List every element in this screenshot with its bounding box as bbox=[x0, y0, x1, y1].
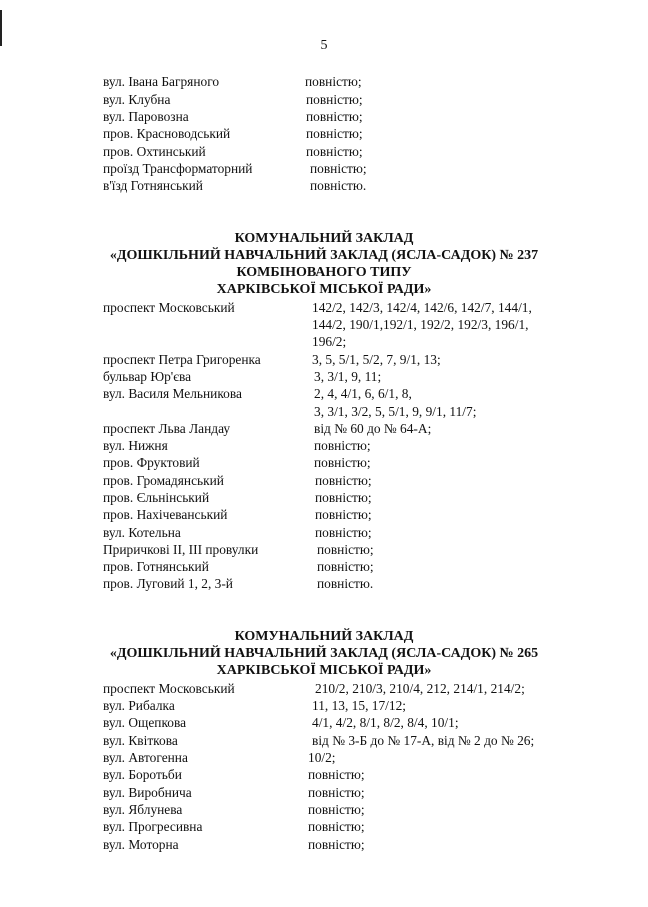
list-item bbox=[0, 473, 648, 490]
street-name: вул. Нижня bbox=[103, 438, 168, 453]
section-title-line: КОМУНАЛЬНИЙ ЗАКЛАД bbox=[234, 231, 414, 246]
street-name: вул. Квіткова bbox=[103, 733, 178, 748]
street-name: вул. Ощепкова bbox=[103, 715, 187, 730]
list-item bbox=[0, 144, 648, 161]
street-coverage: від № 3-Б до № 17-А, від № 2 до № 26; bbox=[312, 733, 535, 748]
list-item bbox=[0, 715, 648, 732]
list-item bbox=[0, 300, 648, 317]
street-name: пров. Луговий 1, 2, 3-й bbox=[103, 576, 233, 591]
street-coverage: повністю; bbox=[315, 490, 372, 505]
street-coverage: повністю; bbox=[317, 542, 374, 557]
street-coverage: повністю. bbox=[317, 576, 374, 591]
street-name: вул. Паровозна bbox=[103, 109, 189, 124]
list-item bbox=[0, 455, 648, 472]
list-item bbox=[0, 178, 648, 195]
list-item bbox=[0, 750, 648, 767]
street-coverage: повністю; bbox=[308, 785, 365, 800]
street-name: Приричкові ІІ, ІІІ провулки bbox=[103, 542, 259, 557]
street-name: в'їзд Готнянський bbox=[103, 178, 203, 193]
list-item bbox=[0, 352, 648, 369]
street-name: вул. Автогенна bbox=[103, 750, 188, 765]
street-name: пров. Красноводський bbox=[103, 126, 231, 141]
list-item bbox=[0, 542, 648, 559]
section-title-line: ХАРКІВСЬКОЇ МІСЬКОЇ РАДИ» bbox=[216, 663, 432, 678]
street-name: пров. Готнянський bbox=[103, 559, 209, 574]
street-coverage: 2, 4, 4/1, 6, 6/1, 8, bbox=[314, 386, 412, 401]
list-item bbox=[0, 317, 648, 334]
street-coverage: повністю; bbox=[306, 92, 363, 107]
street-name: проспект Московський bbox=[103, 300, 235, 315]
street-coverage: 4/1, 4/2, 8/1, 8/2, 8/4, 10/1; bbox=[312, 715, 459, 730]
street-coverage: повністю; bbox=[306, 126, 363, 141]
list-item bbox=[0, 386, 648, 403]
street-name: вул. Боротьби bbox=[103, 767, 182, 782]
street-coverage: 3, 3/1, 3/2, 5, 5/1, 9, 9/1, 11/7; bbox=[314, 404, 477, 419]
list-item bbox=[0, 733, 648, 750]
street-name: пров. Єльнінський bbox=[103, 490, 210, 505]
list-item bbox=[0, 767, 648, 784]
street-name: вул. Івана Багряного bbox=[103, 74, 220, 89]
street-coverage: 3, 5, 5/1, 5/2, 7, 9/1, 13; bbox=[312, 352, 441, 367]
street-coverage: 144/2, 190/1,192/1, 192/2, 192/3, 196/1, bbox=[312, 317, 529, 332]
page-number: 5 bbox=[320, 38, 328, 53]
street-name: вул. Рибалка bbox=[103, 698, 175, 713]
list-item bbox=[0, 334, 648, 351]
street-coverage: повністю; bbox=[315, 525, 372, 540]
list-item bbox=[0, 507, 648, 524]
street-coverage: повністю; bbox=[308, 819, 365, 834]
street-name: проспект Петра Григоренка bbox=[103, 352, 261, 367]
list-item bbox=[0, 576, 648, 593]
street-name: вул. Яблунева bbox=[103, 802, 183, 817]
list-item bbox=[0, 126, 648, 143]
section-title-line: «ДОШКІЛЬНИЙ НАВЧАЛЬНИЙ ЗАКЛАД (ЯСЛА-САДОК) № 265 bbox=[109, 646, 539, 661]
list-item bbox=[0, 438, 648, 455]
street-name: вул. Прогресивна bbox=[103, 819, 203, 834]
street-coverage: повністю; bbox=[305, 74, 362, 89]
street-name: проспект Московський bbox=[103, 681, 235, 696]
street-name: пров. Фруктовий bbox=[103, 455, 200, 470]
street-coverage: повністю; bbox=[314, 455, 371, 470]
street-name: вул. Котельна bbox=[103, 525, 181, 540]
street-coverage: 10/2; bbox=[308, 750, 336, 765]
section-title-line: «ДОШКІЛЬНИЙ НАВЧАЛЬНИЙ ЗАКЛАД (ЯСЛА-САДОК) № 237 bbox=[109, 248, 539, 263]
street-name: пров. Нахічеванський bbox=[103, 507, 228, 522]
street-name: вул. Моторна bbox=[103, 837, 179, 852]
list-item bbox=[0, 490, 648, 507]
list-item bbox=[0, 161, 648, 178]
section-title-line: КОМБІНОВАНОГО ТИПУ bbox=[236, 265, 412, 280]
list-item bbox=[0, 525, 648, 542]
street-coverage: повністю; bbox=[317, 559, 374, 574]
list-item bbox=[0, 109, 648, 126]
street-coverage: повністю; bbox=[315, 473, 372, 488]
list-item bbox=[0, 819, 648, 836]
street-name: вул. Василя Мельникова bbox=[103, 386, 242, 401]
list-item bbox=[0, 698, 648, 715]
street-name: вул. Клубна bbox=[103, 92, 171, 107]
list-item bbox=[0, 369, 648, 386]
street-coverage: 210/2, 210/3, 210/4, 212, 214/1, 214/2; bbox=[315, 681, 525, 696]
street-coverage: повністю; bbox=[310, 161, 367, 176]
list-item bbox=[0, 404, 648, 421]
street-coverage: повністю; bbox=[308, 802, 365, 817]
list-item bbox=[0, 559, 648, 576]
street-coverage: від № 60 до № 64-А; bbox=[314, 421, 432, 436]
street-coverage: повністю; bbox=[315, 507, 372, 522]
street-name: пров. Охтинський bbox=[103, 144, 206, 159]
street-name: бульвар Юр'єва bbox=[103, 369, 192, 384]
street-coverage: 11, 13, 15, 17/12; bbox=[312, 698, 406, 713]
street-name: проспект Льва Ландау bbox=[103, 421, 231, 436]
street-name: вул. Виробнича bbox=[103, 785, 192, 800]
list-item bbox=[0, 74, 648, 91]
list-item bbox=[0, 837, 648, 854]
street-coverage: повністю. bbox=[310, 178, 367, 193]
section-title-line: КОМУНАЛЬНИЙ ЗАКЛАД bbox=[234, 629, 414, 644]
list-item bbox=[0, 802, 648, 819]
list-item bbox=[0, 785, 648, 802]
street-coverage: 196/2; bbox=[312, 334, 347, 349]
list-item bbox=[0, 421, 648, 438]
street-coverage: повністю; bbox=[306, 109, 363, 124]
street-coverage: 3, 3/1, 9, 11; bbox=[314, 369, 382, 384]
street-coverage: 142/2, 142/3, 142/4, 142/6, 142/7, 144/1, bbox=[312, 300, 532, 315]
list-item bbox=[0, 681, 648, 698]
street-name: проїзд Трансформаторний bbox=[103, 161, 253, 176]
list-item bbox=[0, 92, 648, 109]
street-name: пров. Громадянський bbox=[103, 473, 224, 488]
street-coverage: повністю; bbox=[308, 837, 365, 852]
section-title-line: ХАРКІВСЬКОЇ МІСЬКОЇ РАДИ» bbox=[216, 282, 432, 297]
street-coverage: повністю; bbox=[306, 144, 363, 159]
street-coverage: повністю; bbox=[308, 767, 365, 782]
street-coverage: повністю; bbox=[314, 438, 371, 453]
